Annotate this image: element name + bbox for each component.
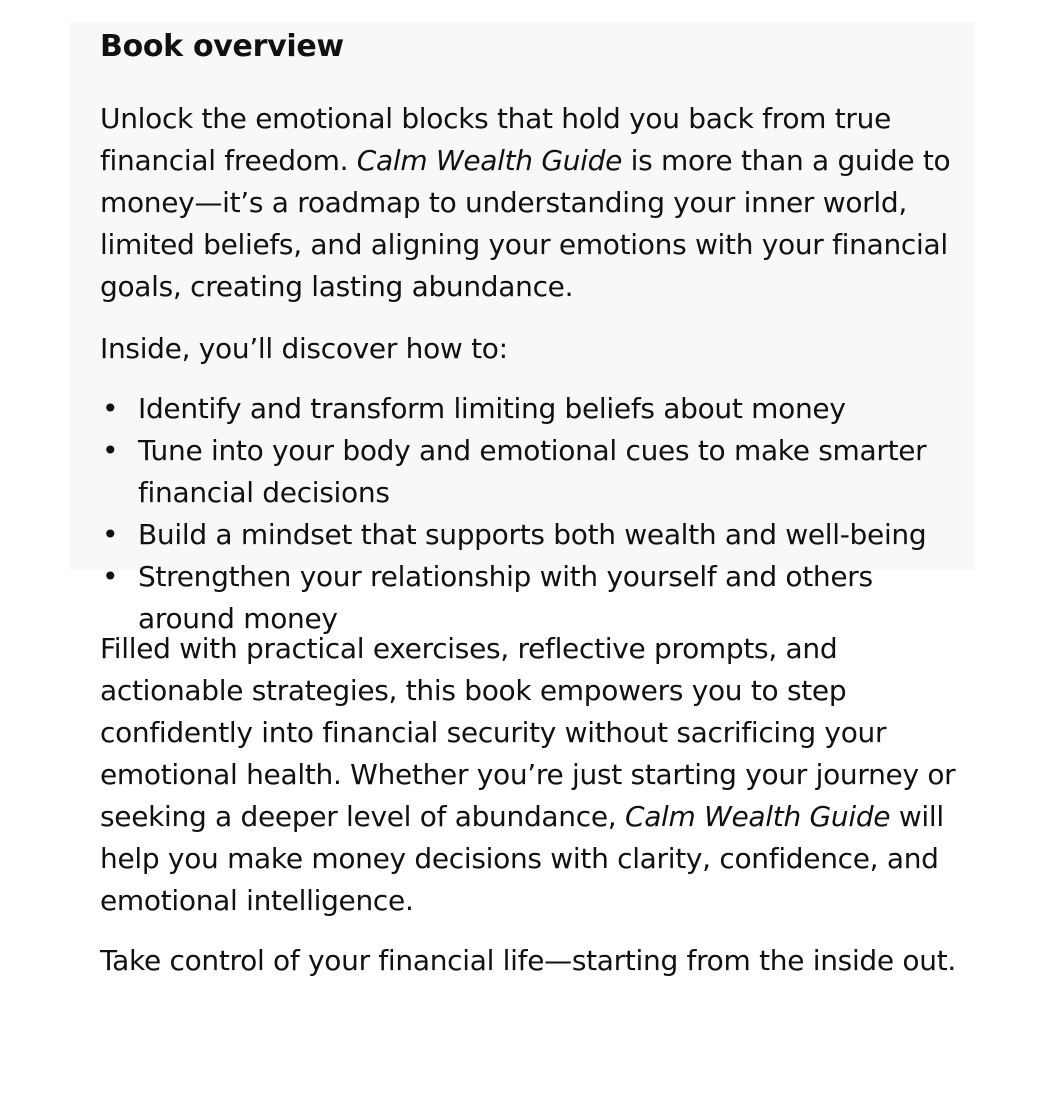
section-title: Book overview — [100, 29, 344, 64]
list-item-text: Tune into your body and emotional cues to make smarter financial decisions — [138, 434, 927, 509]
body-text-end: will help you make money decisions with clarity, confidence, and emotional intelligence. — [100, 800, 944, 917]
book-overview-section — [100, 24, 970, 1000]
bullet-icon: • — [102, 434, 119, 467]
list-item — [100, 556, 970, 640]
benefits-list — [100, 388, 970, 640]
body-text-start: Filled with practical exercises, reflective prompts, and actionable strategies, this book empowers you to step confidently into financial security without sacrificing your emotional health. Whether you’re just starting your journey or seeking a deeper level of abundance, — [100, 632, 956, 833]
list-item — [100, 430, 970, 514]
book-title-emphasis: Calm Wealth Guide — [356, 144, 623, 177]
list-item-text: Strengthen your relationship with yourself and others around money — [138, 560, 873, 635]
bullet-icon: • — [102, 560, 119, 593]
intro-paragraph — [100, 98, 970, 308]
body-paragraph — [100, 628, 970, 922]
closing-paragraph: Take control of your financial life—starting from the inside out. — [100, 944, 956, 977]
book-title-emphasis: Calm Wealth Guide — [624, 800, 891, 833]
list-item — [100, 514, 970, 556]
intro-text-end: is more than a guide to money—it’s a roadmap to understanding your inner world, limited beliefs, and aligning your emotions with your financial goals, creating lasting abundance. — [100, 144, 951, 303]
list-item — [100, 388, 970, 430]
intro-text-start: Unlock the emotional blocks that hold you back from true financial freedom. — [100, 102, 892, 177]
list-item-text: Build a mindset that supports both wealth and well-being — [138, 518, 927, 551]
inside-lead-paragraph: Inside, you’ll discover how to: — [100, 332, 508, 365]
bullet-icon: • — [102, 518, 119, 551]
bullet-icon: • — [102, 392, 119, 425]
list-item-text: Identify and transform limiting beliefs about money — [138, 392, 846, 425]
